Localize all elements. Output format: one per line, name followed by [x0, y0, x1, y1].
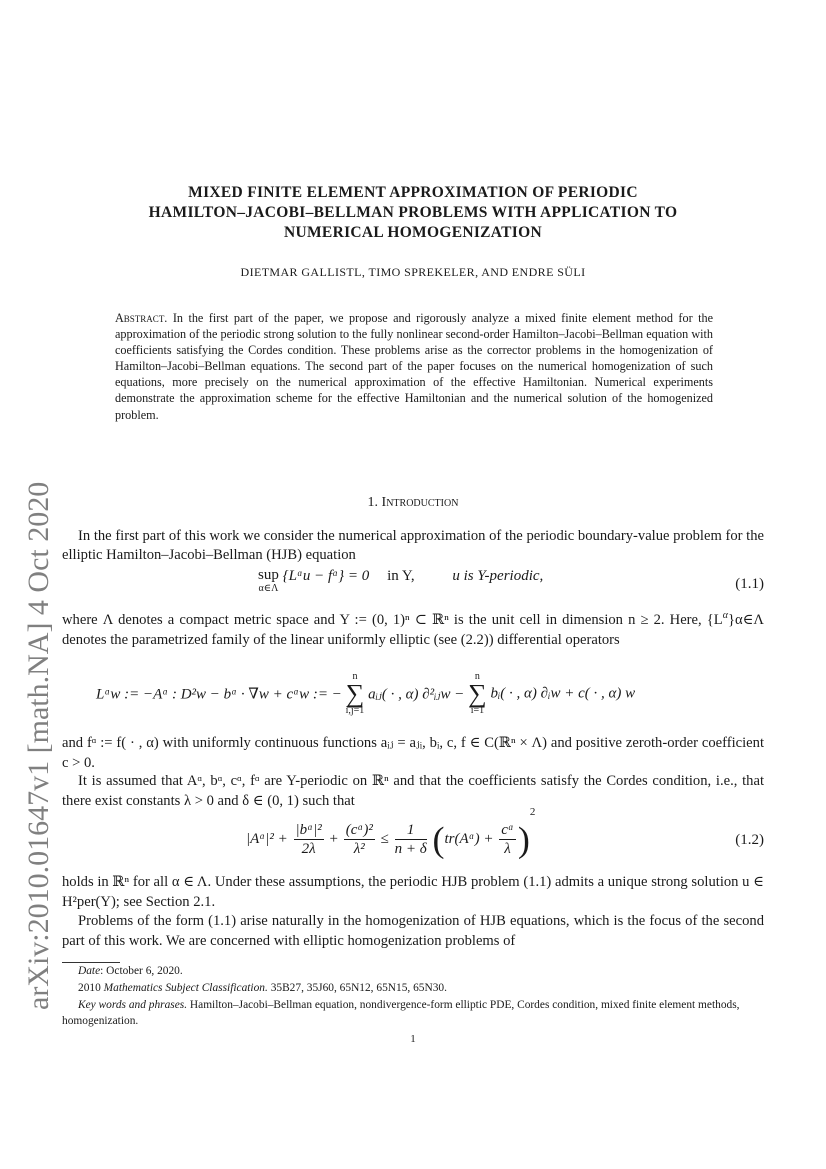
- footnote-date: Date: October 6, 2020.: [78, 965, 183, 977]
- section-number: 1.: [367, 495, 379, 510]
- author-list: DIETMAR GALLISTL, TIMO SPREKELER, AND ENDRE SÜLI: [240, 265, 586, 279]
- operator-term-1: aᵢⱼ( · , α) ∂²ᵢⱼw −: [368, 686, 465, 703]
- page-number: 1: [410, 1033, 416, 1045]
- paragraph-2: where Λ denotes a compact metric space and Y := (0, 1)ⁿ ⊂ ℝⁿ is the unit cell in dimension n ≥ 2. Here, $\{L^\alpha\}\alpha\in\Lambda$ denotes the parametrized family of the linear uniformly elliptic (see (2.2)) differential operators: [62, 610, 764, 648]
- paragraph-3: and fᵅ := f( · , α) with uniformly continuous functions aᵢⱼ = aⱼᵢ, bᵢ, c, f ∈ C(ℝⁿ × Λ) and positive zeroth-order coefficient c > 0.: [62, 735, 764, 771]
- eq-1-1-domain: in Y,: [387, 568, 415, 584]
- title-line-1: MIXED FINITE ELEMENT APPROXIMATION OF PERIODIC: [188, 184, 638, 201]
- fraction-one-over-n-delta: $\frac{1}{n + \delta}$: [394, 822, 427, 858]
- section-heading: [60, 495, 766, 511]
- equation-1-1: [62, 566, 764, 606]
- equation-1-2: |Aᵅ|² + $\frac{\text{|bᵅ|²}}{2\lambda}$ + $\frac{\text{(cᵅ)²}}{\text{λ²}}$ ≤ $\frac{1}{n + \delta}$ (tr(Aᵅ) + $\frac{\text{cᵅ}}{\lambda}$ )$^2$ (1.2): [246, 806, 764, 860]
- footnote-msc: 2010 Mathematics Subject Classification. 35B27, 35J60, 65N12, 65N15, 65N30.: [78, 982, 447, 994]
- operator-term-2: bᵢ( · , α) ∂ᵢw + c( · , α) w: [490, 685, 636, 702]
- paper-title: [60, 183, 766, 243]
- footnote-keywords: Key words and phrases. Hamilton–Jacobi–Bellman equation, nondivergence-form elliptic PDE, Cordes condition, mixed finite element methods, homogenization.: [62, 999, 740, 1027]
- abstract-text: In the first part of the paper, we propose and rigorously analyze a mixed finite element method for the approximation of the periodic strong solution to the fully nonlinear second-order Hamilton–Jacobi–Bellman equation with coefficients satisfying the Cordes condition. These problems arise as the corrector problems in the homogenization of Hamilton–Jacobi–Bellman equations. The second part of the paper focuses on the numerical homogenization of such equations, more precisely on the numerical approximation of the effective Hamiltonian. Numerical experiments demonstrate the approximation scheme for the effective Hamiltonian and the numerical solution of the homogenized problem.: [115, 311, 713, 422]
- paragraph-4: It is assumed that Aᵅ, bᵅ, cᵅ, fᵅ are Y-periodic on ℝⁿ and that the coefficients satisfy the Cordes condition, i.e., that there exist constants λ > 0 and δ ∈ (0, 1) such that: [62, 773, 764, 809]
- paragraph-6: Problems of the form (1.1) arise naturally in the homogenization of HJB equations, which is the focus of the second part of this work. We are concerned with elliptic homogenization problems of: [62, 913, 764, 949]
- footnote-rule: [62, 962, 120, 963]
- sup-operator: sup α∈Λ: [258, 567, 279, 594]
- paragraph-5: holds in ℝⁿ for all α ∈ Λ. Under these assumptions, the periodic HJB problem (1.1) admits a unique strong solution u ∈ H²per(Y); see Section 2.1.: [62, 874, 764, 910]
- eq-1-1-condition: u is Y-periodic,: [452, 568, 544, 584]
- paragraph-1: In the first part of this work we consider the numerical approximation of the periodic boundary-value problem for the elliptic Hamilton–Jacobi–Bellman (HJB) equation: [62, 528, 764, 563]
- arxiv-stamp: arXiv:2010.01647v1 [math.NA] 4 Oct 2020: [22, 481, 55, 1010]
- abstract: [115, 310, 713, 423]
- sum-i: n ∑ i=1: [468, 671, 487, 716]
- title-line-3: NUMERICAL HOMOGENIZATION: [284, 224, 542, 241]
- fraction-c-squared: $\frac{\text{(cᵅ)²}}{\text{λ²}}$: [345, 822, 373, 858]
- title-line-2: HAMILTON–JACOBI–BELLMAN PROBLEMS WITH APPLICATION TO: [148, 204, 678, 221]
- fraction-b-squared: $\frac{\text{|bᵅ|²}}{2\lambda}$: [295, 822, 322, 858]
- abstract-heading: Abstract.: [115, 311, 168, 325]
- equation-number-1-2: (1.2): [735, 832, 764, 848]
- operator-lhs: Lᵅw := −Aᵅ : D²w − bᵅ · ∇w + cᵅw := −: [96, 686, 342, 703]
- equation-number-1-1: (1.1): [735, 576, 764, 592]
- section-title: Introduction: [381, 495, 459, 510]
- eq-1-1-body: {Lᵅu − fᵅ} = 0: [282, 568, 370, 584]
- sum-ij: n ∑ i,j=1: [345, 671, 365, 716]
- equation-operator: [62, 672, 764, 732]
- fraction-c-over-lambda: $\frac{\text{cᵅ}}{\lambda}$: [501, 822, 514, 858]
